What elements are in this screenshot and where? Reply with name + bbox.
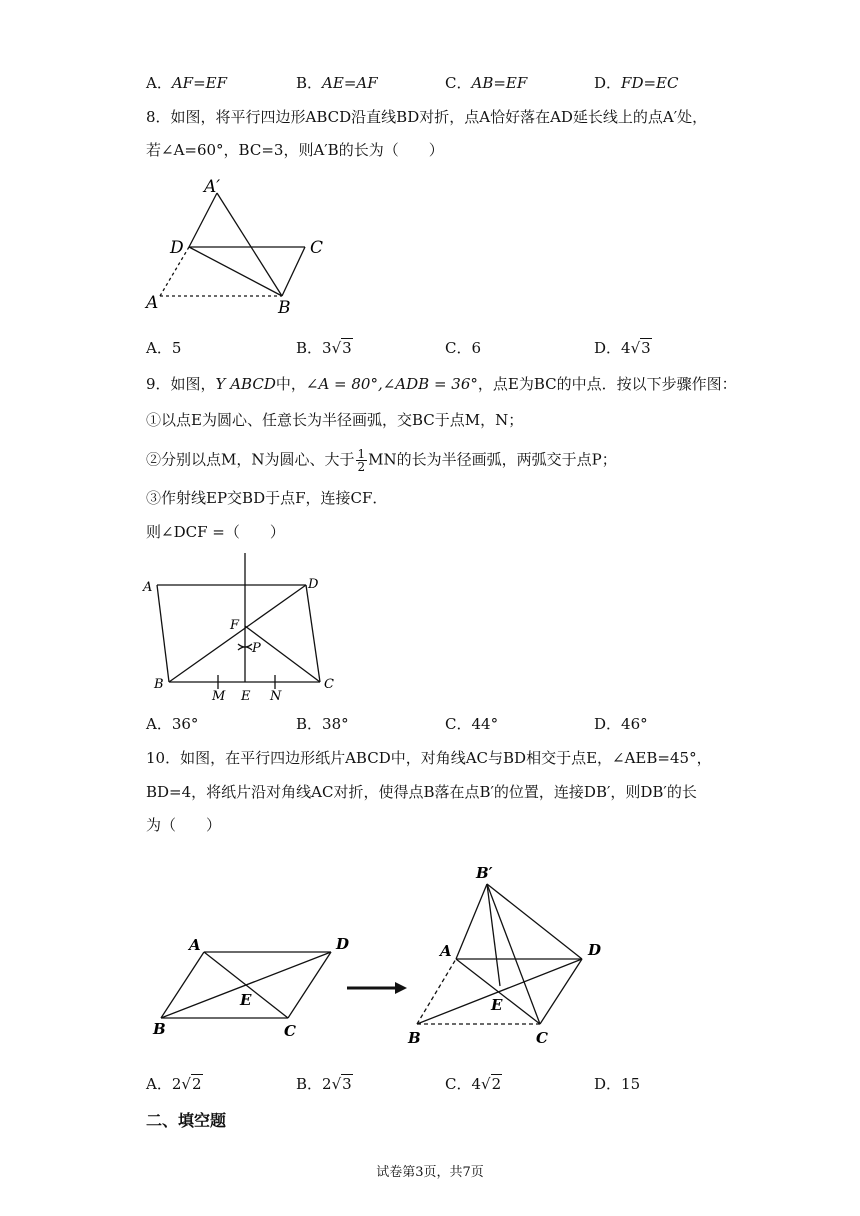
q10-fig2-label-b: B — [408, 1029, 421, 1047]
q9-question: 则∠DCF =（ ） — [146, 523, 285, 541]
q10-option-c: C．4√2 — [445, 1075, 502, 1093]
q9-text-line1: 9．如图，Y ABCD中，∠A = 80°,∠ADB = 36°，点E为BC的中点．按以下步骤作图： — [146, 375, 737, 393]
q8-option-c: C．6 — [445, 339, 482, 357]
q8-option-a: A．5 — [146, 339, 182, 357]
q7-option-d: D．FD=EC — [594, 74, 679, 92]
q9-label-d: D — [308, 577, 319, 592]
q9-step1: ①以点E为圆心、任意长为半径画弧，交BC于点M，N； — [146, 411, 524, 429]
q8-label-b: B — [278, 298, 291, 318]
q8-label-d: D — [170, 238, 184, 258]
section-heading-fill-in: 二、填空题 — [146, 1111, 227, 1130]
q9-label-b: B — [154, 677, 164, 692]
q8-option-d: D．4√3 — [594, 339, 651, 357]
q9-figure — [140, 550, 350, 705]
q10-fig2-label-d: D — [588, 941, 602, 959]
q10-fig2-label-e: E — [491, 996, 503, 1014]
q8-text-line1: 8．如图，将平行四边形ABCD沿直线BD对折，点A恰好落在AD延长线上的点A′处， — [146, 108, 708, 126]
q10-option-a: A．2√2 — [146, 1075, 202, 1093]
q10-fig1-label-b: B — [153, 1020, 166, 1038]
q10-fig1-label-c: C — [284, 1022, 296, 1040]
q10-fig2-label-c: C — [536, 1029, 548, 1047]
q10-fig1-label-a: A — [189, 936, 201, 954]
q8-label-c: C — [310, 238, 324, 258]
q10-text-line2: BD=4，将纸片沿对角线AC对折，使得点B落在点B′的位置，连接DB′，则DB′的长 — [146, 783, 697, 801]
q9-label-e: E — [241, 689, 251, 704]
q8-figure — [140, 172, 340, 317]
q9-label-f: F — [230, 618, 240, 633]
q10-fig2-label-b-prime: B′ — [476, 864, 493, 882]
q10-fig2-label-a: A — [440, 942, 452, 960]
q10-fig1-label-e: E — [240, 991, 252, 1009]
q10-figure-1 — [145, 930, 365, 1045]
q8-option-b: B．3√3 — [296, 339, 352, 357]
q9-label-c: C — [324, 677, 334, 692]
q9-option-c: C．44° — [445, 715, 499, 733]
q8-label-a: A — [146, 293, 159, 313]
q10-text-line1: 10．如图，在平行四边形纸片ABCD中，对角线AC与BD相交于点E，∠AEB=45°， — [146, 749, 712, 767]
q9-option-b: B．38° — [296, 715, 349, 733]
q8-text-line2: 若∠A=60°，BC=3，则A′B的长为（ ） — [146, 141, 444, 159]
q9-label-m: M — [212, 689, 226, 704]
q9-option-d: D．46° — [594, 715, 648, 733]
q7-option-a: A．AF=EF — [146, 74, 228, 92]
q9-step3: ③作射线EP交BD于点F，连接CF． — [146, 489, 388, 507]
q9-label-p: P — [252, 641, 261, 656]
q7-option-b: B．AE=AF — [296, 74, 378, 92]
page-footer: 试卷第3页，共7页 — [376, 1165, 484, 1180]
q9-label-n: N — [270, 689, 282, 704]
q9-step2: ②分别以点M，N为圆心、大于 $\frac{1}{2}$ MN的长为半径画弧，两弧交于点P； — [146, 447, 617, 474]
q10-option-d: D．15 — [594, 1075, 641, 1093]
q10-option-b: B．2√3 — [296, 1075, 352, 1093]
q9-option-a: A．36° — [146, 715, 199, 733]
q10-text-line3: 为（ ） — [146, 816, 222, 834]
q10-fig1-label-d: D — [336, 935, 350, 953]
q8-label-a-prime: A′ — [204, 177, 221, 197]
q10-figure-2 — [400, 858, 615, 1053]
q9-label-a: A — [143, 580, 153, 595]
q7-option-c: C．AB=EF — [445, 74, 528, 92]
